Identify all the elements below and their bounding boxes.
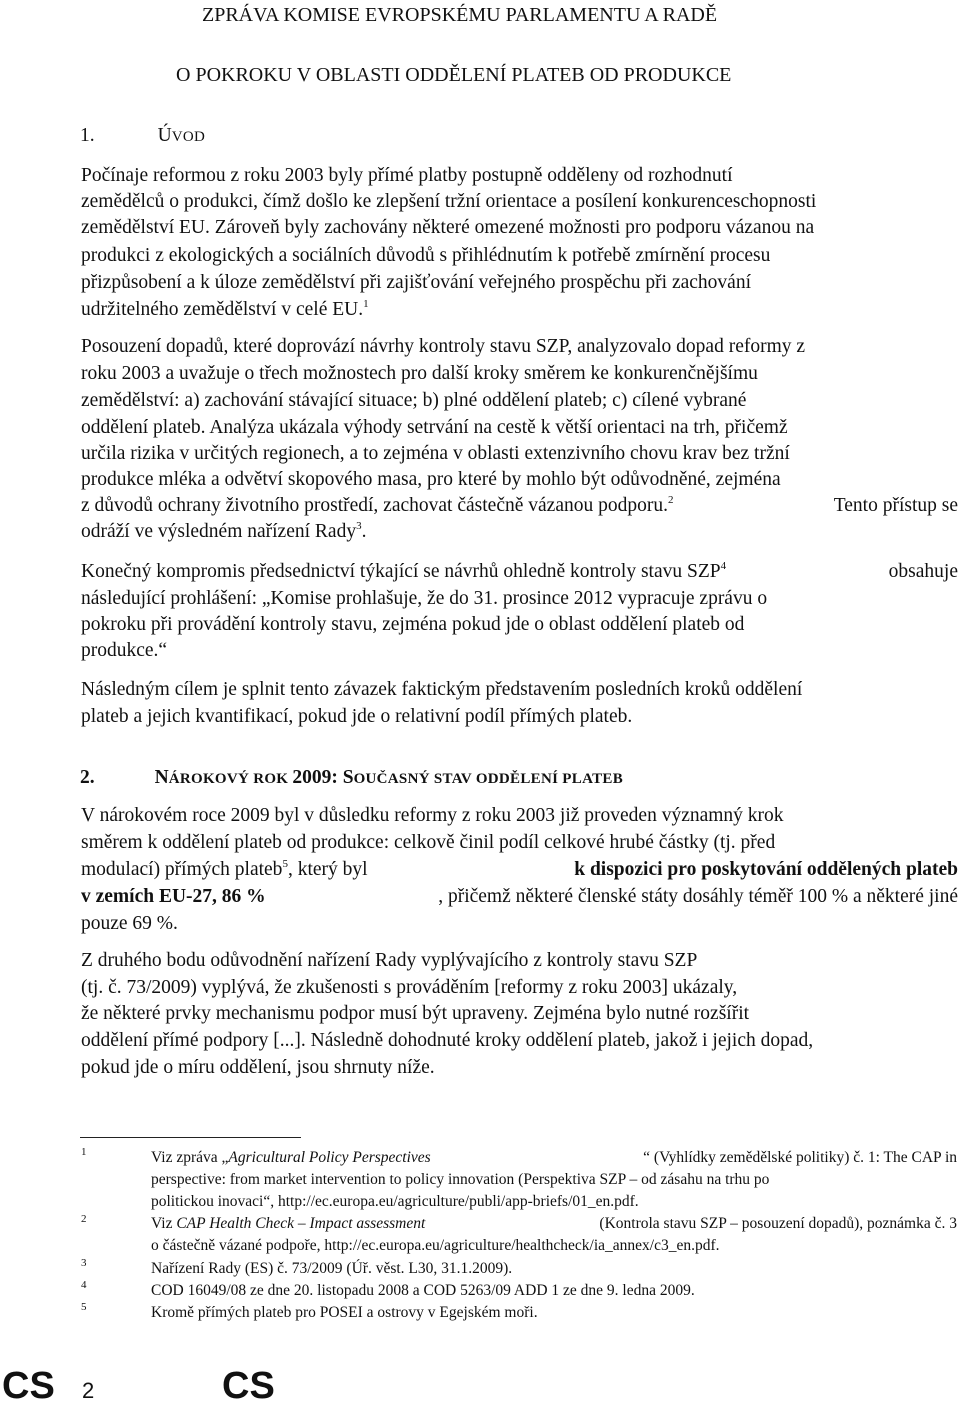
- footnote-number: 4: [81, 1279, 87, 1291]
- text-line: produkce.“: [81, 640, 168, 661]
- section-1-number: 1.: [80, 125, 95, 146]
- text-line: směrem k oddělení plateb od produkce: celkově činil podíl celkové hrubé částky (tj. před: [81, 832, 776, 853]
- text-line: zemědělců o produkci, čímž došlo ke zlepšení tržní orientace a posílení konkurenceschopnosti: [81, 191, 817, 212]
- text-line: odráží ve výsledném nařízení Rady$^3$.: [81, 520, 367, 542]
- footnote-ref-2[interactable]: 2: [667, 494, 674, 506]
- footnote-ref-3[interactable]: 3: [356, 520, 362, 532]
- text-line: Následným cílem je splnit tento závazek faktickým představením posledních kroků oddělení: [81, 679, 803, 700]
- text-line: oddělení přímé podpory [...]. Následně dohodnuté kroky oddělení plateb, jakož i jejich dopad,: [81, 1030, 814, 1051]
- footnote-ref-5[interactable]: 5: [282, 858, 288, 870]
- text-line: určila rizika v určitých regionech, a to zejména v oblasti extenzivního chovu krav bez tržní: [81, 443, 790, 464]
- footnote-line: perspective: from market intervention to policy innovation (Perspektiva SZP – od zásahu na trhu po: [151, 1171, 770, 1188]
- footnote-ref-1[interactable]: 1: [363, 298, 369, 310]
- footnote-line: o částečně vázané podpoře, http://ec.europa.eu/agriculture/healthcheck/ia_annex/c3_en.pdf.: [151, 1237, 720, 1254]
- footnote-ref-4[interactable]: 4: [720, 560, 727, 572]
- footnote-number: 3: [81, 1257, 87, 1269]
- text-line: produkci z ekologických a sociálních důvodů s přihlédnutím k potřebě zmírnění procesu: [81, 245, 771, 266]
- text-line: zemědělství EU. Zároveň byly zachovány některé omezené možnosti pro podporu vázanou na: [81, 217, 815, 238]
- text-line: modulací) přímých plateb$^5$, který byl k dispozici pro poskytování oddělených plateb: [81, 858, 958, 880]
- text-line: následující prohlášení: „Komise prohlašuje, že do 31. prosince 2012 vypracuje zprávu o: [81, 588, 768, 609]
- footnote-number: 1: [81, 1146, 87, 1158]
- section-1-heading: [80, 126, 205, 146]
- footnote-line: Viz zpráva „Agricultural Policy Perspectives “ (Vyhlídky zemědělské politiky) č. 1: The CAP in: [151, 1149, 957, 1166]
- footnote-line: Kromě přímých plateb pro POSEI a ostrovy v Egejském moři.: [151, 1304, 538, 1321]
- footnote-line: COD 16049/08 ze dne 20. listopadu 2008 a COD 5263/09 ADD 1 ze dne 9. ledna 2009.: [151, 1282, 695, 1299]
- text-line: produkce mléka a odvětví skopového masa, pro které by mohlo být odůvodněné, zejména: [81, 469, 781, 490]
- text-line: udržitelného zemědělství v celé EU.$^1$: [81, 298, 369, 320]
- section-2-title: NÁROKOVÝ ROK 2009: SOUČASNÝ STAV ODDĚLENÍ PLATEB: [154, 767, 623, 788]
- text-line: Konečný kompromis předsednictví týkající se návrhů ohledně kontroly stavu SZP$^4$ obsahuje: [81, 560, 958, 582]
- text-line: (tj. č. 73/2009) vyplývá, že zkušenosti s prováděním [reformy z roku 2003] ukázaly,: [81, 977, 738, 998]
- text-line: plateb a jejich kvantifikací, pokud jde o relativní podíl přímých plateb.: [81, 706, 633, 727]
- text-line: v zemích EU-27, 86 % , přičemž některé členské státy dosáhly téměř 100 % a některé jiné: [81, 886, 958, 907]
- text-line: V nárokovém roce 2009 byl v důsledku reformy z roku 2003 již proveden významný krok: [81, 805, 784, 826]
- text-line: pouze 69 %.: [81, 913, 178, 934]
- text-line: z důvodů ochrany životního prostředí, zachovat částečně vázanou podporu.$^2$ Tento přístup se: [81, 494, 958, 516]
- text-line: Posouzení dopadů, které doprovází návrhy kontroly stavu SZP, analyzovalo dopad reformy z: [81, 336, 806, 357]
- text-line: Z druhého bodu odůvodnění nařízení Rady vyplývajícího z kontroly stavu SZP: [81, 950, 698, 971]
- footnote-line: politickou inovaci“, http://ec.europa.eu/agriculture/publi/app-briefs/01_en.pdf.: [151, 1193, 639, 1210]
- text-line: pokroku při provádění kontroly stavu, zejména pokud jde o oblast oddělení plateb od: [81, 614, 745, 635]
- document-title-line-2: O POKROKU V OBLASTI ODDĚLENÍ PLATEB OD PRODUKCE: [176, 64, 732, 86]
- section-1-title: ÚVOD: [157, 125, 206, 146]
- footer-language-code-left: CS: [2, 1365, 55, 1407]
- text-line: přizpůsobení a k úloze zemědělství při zajišťování veřejného prospěchu při zachování: [81, 272, 752, 293]
- footer-language-code-right: CS: [222, 1365, 275, 1407]
- text-line: roku 2003 a uvažuje o třech možnostech pro další kroky směrem ke konkurenčnějšímu: [81, 363, 758, 384]
- text-line: pokud jde o míru oddělení, jsou shrnuty níže.: [81, 1057, 435, 1078]
- footnote-number: 2: [81, 1213, 87, 1225]
- footnote-number: 5: [81, 1301, 87, 1313]
- document-title-line-1: ZPRÁVA KOMISE EVROPSKÉMU PARLAMENTU A RADĚ: [202, 4, 718, 26]
- text-line: že některé prvky mechanismu podpor musí být upraveny. Zejména bylo nutné rozšířit: [81, 1003, 750, 1024]
- text-line: zemědělství: a) zachování stávající situace; b) plné oddělení plateb; c) cílené vybrané: [81, 390, 747, 411]
- section-2-number: 2.: [80, 767, 95, 788]
- text-line: Počínaje reformou z roku 2003 byly přímé platby postupně odděleny od rozhodnutí: [81, 165, 733, 186]
- section-2-heading: [80, 768, 623, 788]
- footnote-line: Viz CAP Health Check – Impact assessment (Kontrola stavu SZP – posouzení dopadů), poznámka č. 3: [151, 1215, 957, 1232]
- text-line: oddělení plateb. Analýza ukázala výhody setrvání na cestě k větší orientaci na trh, přičemž: [81, 417, 788, 438]
- page-number: 2: [82, 1378, 95, 1403]
- footnote-line: Nařízení Rady (ES) č. 73/2009 (Úř. věst. L30, 31.1.2009).: [151, 1260, 513, 1277]
- footnote-separator: [80, 1137, 301, 1138]
